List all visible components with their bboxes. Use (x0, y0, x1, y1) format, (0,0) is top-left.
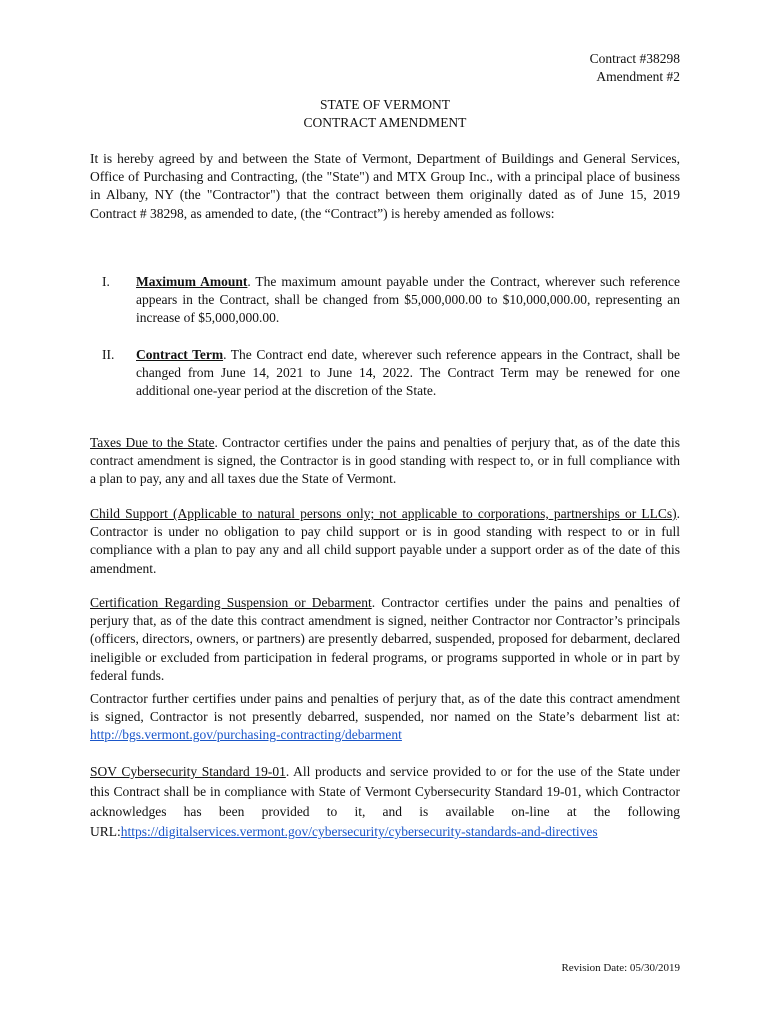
certification-heading: Certification Regarding Suspension or Debarment (90, 595, 372, 610)
intro-paragraph: It is hereby agreed by and between the State of Vermont, Department of Buildings and General Services, Office of Purchasing and Contracting, (the "State") and MTX Group Inc., with a principal place of business in Albany, NY (the "Contractor") that the contract between them originally dated as of June 15, 2019 Contract # 38298, as amended to date, (the “Contract”) is hereby amended as follows: (90, 151, 680, 221)
revision-date: Revision Date: 05/30/2019 (561, 962, 680, 974)
cybersecurity-text: . All products and service provided to or for the use of the State under this Contract shall be in compliance with State of Vermont Cybersecurity Standard 19-01, which Contractor acknowledges has been provided to it, and is available on-line at the following URL: (90, 764, 680, 839)
contract-number: Contract #38298 (589, 51, 680, 66)
amendment-item-maximum-amount (90, 273, 680, 328)
item-numeral: II. (102, 347, 115, 362)
title-line-2: CONTRACT AMENDMENT (303, 115, 467, 130)
debarment-text: Contractor further certifies under pains and penalties of perjury that, as of the date this contract amendment is signed, Contractor is not presently debarred, suspended, nor named on the State’s debarment list at: (90, 691, 680, 725)
taxes-text: . Contractor certifies under the pains and penalties of perjury that, as of the date this contract amendment is signed, the Contractor is in good standing with respect to, or in full compliance with a plan to pay, any and all taxes due the State of Vermont. (90, 435, 680, 487)
item-body (136, 273, 680, 328)
item-body (136, 346, 680, 401)
child-support-heading: Child Support (Applicable to natural persons only; not applicable to corporations, partnerships or LLCs) (90, 506, 677, 521)
certification-text: . Contractor certifies under the pains and penalties of perjury that, as of the date this contract amendment is signed, neither Contractor nor Contractor’s principals (officers, directors, owners, or partners) are presently debarred, suspended, proposed for debarment, declared ineligible or excluded from participation in federal programs, or programs supported in whole or in part by federal funds. (90, 595, 680, 683)
child-support-paragraph (90, 505, 680, 578)
taxes-paragraph (90, 434, 680, 489)
title-line-1: STATE OF VERMONT (320, 97, 450, 112)
cybersecurity-heading: SOV Cybersecurity Standard 19-01 (90, 764, 286, 779)
contract-header (590, 50, 680, 86)
item-heading: Contract Term (136, 347, 224, 362)
debarment-paragraph (90, 690, 680, 745)
amendment-item-contract-term (90, 346, 680, 401)
certification-paragraph (90, 594, 680, 685)
item-heading: Maximum Amount (136, 274, 248, 289)
cybersecurity-standards-link[interactable]: https://digitalservices.vermont.gov/cybersecurity/cybersecurity-standards-and-directives (120, 824, 598, 839)
cybersecurity-paragraph (90, 762, 680, 842)
child-support-text: . Contractor is under no obligation to pay child support or is in good standing with respect to or in full compliance with a plan to pay any and all child support payable under a support order as of the date of this amendment. (90, 506, 680, 576)
item-numeral: I. (102, 274, 110, 289)
amendment-number: Amendment #2 (596, 69, 680, 84)
item-text: . The Contract end date, wherever such reference appears in the Contract, shall be changed from June 14, 2021 to June 14, 2022. The Contract Term may be renewed for one additional one-year period at the discretion of the State. (136, 347, 680, 399)
document-title (0, 96, 770, 132)
debarment-list-link[interactable]: http://bgs.vermont.gov/purchasing-contracting/debarment (90, 727, 402, 743)
taxes-heading: Taxes Due to the State (90, 435, 215, 450)
item-text: . The maximum amount payable under the Contract, wherever such reference appears in the Contract, shall be changed from $5,000,000.00 to $10,000,000.00, representing an increase of $5,000,000.00. (136, 274, 680, 326)
